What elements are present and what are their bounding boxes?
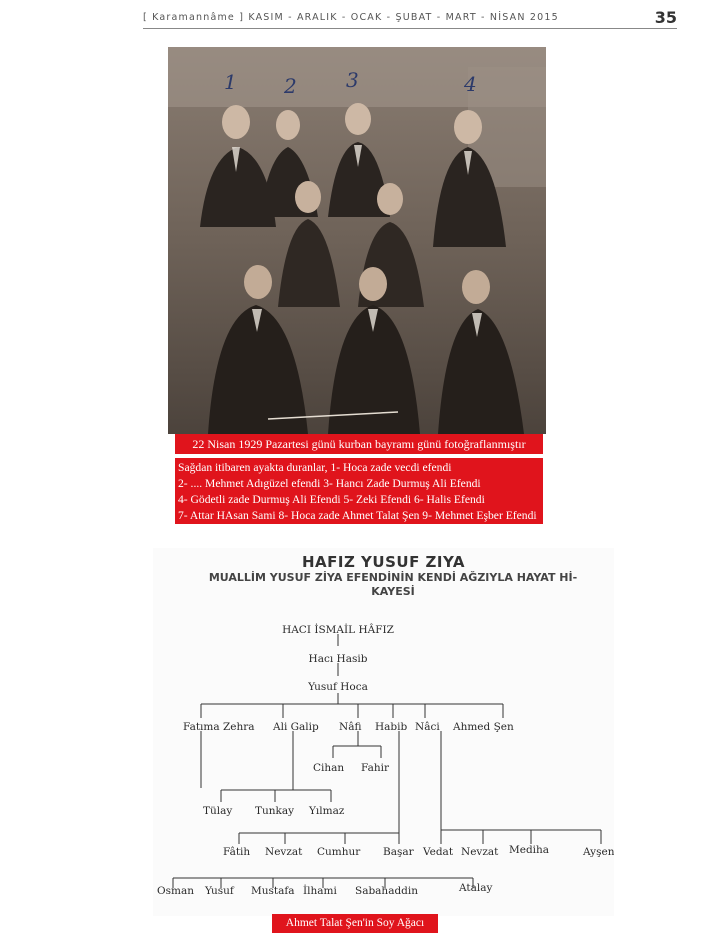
tree-grandchild: Fâtih [223, 846, 251, 858]
tree-root: HACI İSMAİL HÂFIZ [282, 624, 394, 636]
tree-child: Ali Galip [273, 721, 319, 733]
tree-child: Nâfi [339, 721, 362, 733]
subtitle-line: KAYESİ [371, 585, 415, 598]
tree-grandchild: Ayşen [583, 846, 614, 858]
photo-label-2: 2 [284, 74, 297, 98]
subtitle-line: MUALLİM YUSUF ZİYA EFENDİNİN KENDİ AĞZIYLA HAYAT Hİ- [208, 571, 578, 584]
tree-grandchild: Tunkay [255, 805, 295, 817]
family-tree [153, 548, 614, 916]
tree-grandchild: İlhami [303, 885, 337, 897]
photo-label-3: 3 [346, 68, 359, 92]
running-title: [ Karamannâme ] KASIM - ARALIK - OCAK - ŞUBAT - MART - NİSAN 2015 [143, 12, 559, 23]
tree-grandchild: Mustafa [251, 885, 295, 897]
document-title: HAFIZ YUSUF ZIYA [301, 553, 466, 571]
photo-label-4: 4 [464, 72, 477, 96]
historical-group-photo [168, 47, 546, 434]
page-number: 35 [654, 8, 677, 27]
description-line: 2- .... Mehmet Adıgüzel efendi 3- Hancı Zade Durmuş Ali Efendi [178, 477, 481, 490]
tree-grandchild: Tülay [203, 805, 233, 817]
tree-grandchild: Sabahaddin [355, 885, 419, 897]
tree-grandchild: Fahir [361, 762, 389, 774]
page-header [117, 10, 677, 30]
description-line: 7- Attar HAsan Sami 8- Hoca zade Ahmet Talat Şen 9- Mehmet Eşber Efendi [178, 509, 537, 522]
tree-grandchild: Yusuf [205, 885, 234, 897]
header-rule [143, 28, 677, 29]
photo-description [175, 458, 543, 524]
tree-grandchild: Başar [383, 846, 414, 858]
family-tree-document [153, 548, 614, 916]
description-line: 4- Gödetli zade Durmuş Ali Efendi 5- Zeki Efendi 6- Halis Efendi [178, 493, 485, 506]
tree-grandchild: Mediha [509, 844, 550, 856]
tree-child: Ahmed Şen [453, 721, 514, 733]
description-line: Sağdan itibaren ayakta duranlar, 1- Hoca zade vecdi efendi [178, 461, 452, 474]
tree-child: Fatıma Zehra [183, 721, 255, 733]
tree-grandchild: Osman [157, 885, 194, 897]
tree-grandchild: Atalay [459, 882, 493, 894]
tree-grandchild: Vedat [423, 846, 454, 858]
tree-grandchild: Nevzat [461, 846, 499, 858]
tree-grandchild: Nevzat [265, 846, 303, 858]
tree-gen3: Yusuf Hoca [308, 681, 368, 693]
tree-caption: Ahmet Talat Şen'in Soy Ağacı [272, 914, 438, 933]
tree-child: Nâci [415, 721, 440, 733]
tree-grandchild: Cumhur [317, 846, 361, 858]
photo-label-1: 1 [224, 70, 237, 94]
tree-child: Habib [375, 721, 408, 733]
tree-gen2: Hacı Hasib [308, 653, 368, 665]
tree-grandchild: Cihan [313, 762, 345, 774]
tree-grandchild: Yılmaz [309, 805, 345, 817]
photo-caption: 22 Nisan 1929 Pazartesi günü kurban bayramı günü fotoğraflanmıştır [175, 434, 543, 454]
